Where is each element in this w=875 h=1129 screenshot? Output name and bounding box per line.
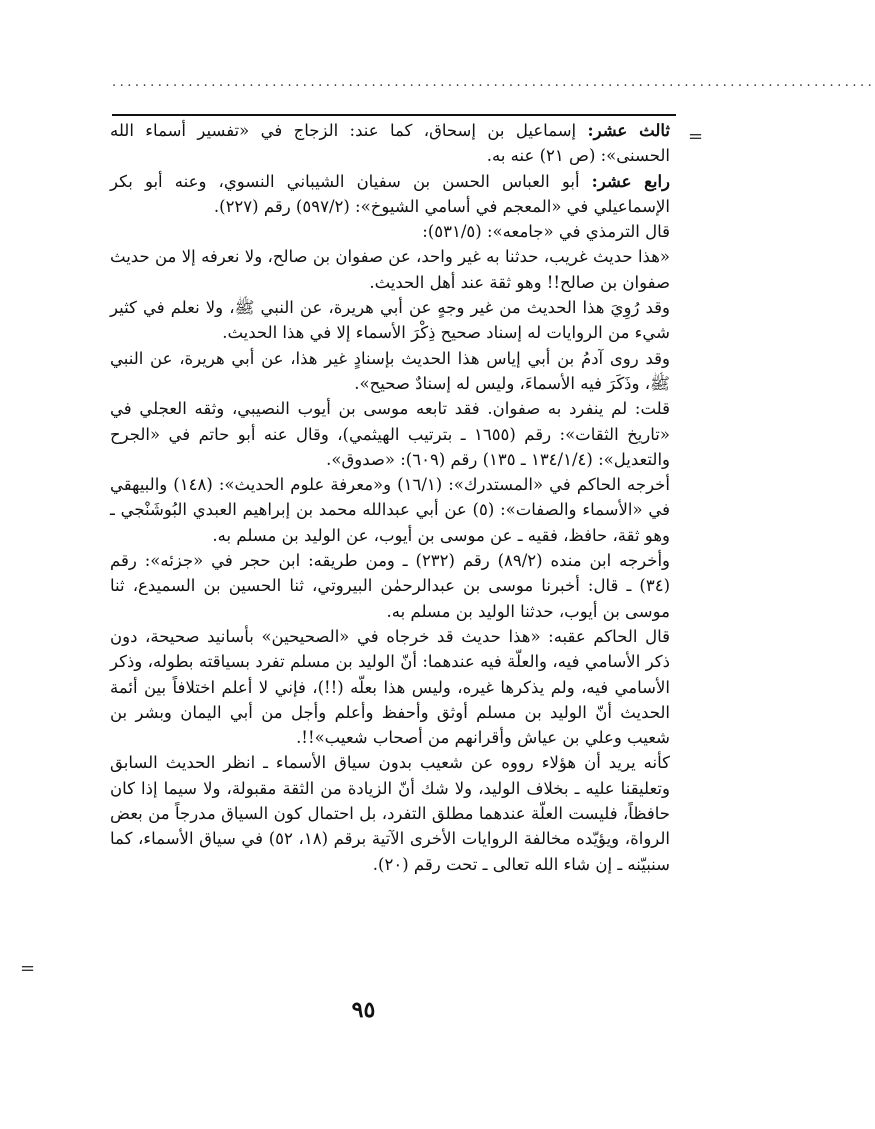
paragraph bbox=[110, 118, 670, 169]
paragraph bbox=[110, 169, 670, 220]
paragraph-lead: رابع عشر: bbox=[591, 171, 670, 191]
margin-mark-top: = bbox=[688, 126, 704, 147]
paragraph-text: أخرجه الحاكم في «المستدرك»: (١٦/١) و«معرفة علوم الحديث»: (١٤٨) والبيهقي في «الأسماء والصفات»: (٥) عن أبي عبدالله محمد بن إبراهيم العبدي البُوشَنْجي ـ وهو ثقة، حافظ، فقيه ـ عن موسى بن أيوب، عن الوليد بن مسلم به. bbox=[110, 475, 670, 545]
paragraph-text: وقد روى آدمُ بن أبي إياس هذا الحديث بإسنادٍ غير هذا، عن أبي هريرة، عن النبي ﷺ، وذَكَرَ فيه الأسماءَ، وليس له إسنادٌ صحيح». bbox=[110, 348, 670, 393]
paragraph bbox=[110, 750, 670, 876]
paragraph bbox=[110, 472, 670, 548]
paragraph-lead: ثالث عشر: bbox=[587, 121, 670, 140]
paragraph-text: قال الترمذي في «جامعه»: (٥٣١/٥): bbox=[422, 222, 670, 242]
paragraph-text: وقد رُوِيَ هذا الحديث من غير وجهٍ عن أبي هريرة، عن النبي ﷺ، ولا نعلم في كثير شيء من الروايات له إسناد صحيح ذِكْرَ الأسماء إلا في هذا الحديث. bbox=[110, 298, 670, 343]
paragraph-text: إسماعيل بن إسحاق، كما عند: الزجاج في «تفسير أسماء الله الحسنى»: (ص ٢١) عنه به. bbox=[110, 121, 670, 166]
paragraph-text: أبو العباس الحسن بن سفيان الشيباني النسوي، وعنه أبو بكر الإسماعيلي في «المعجم في أسامي الشيوخ»: (٥٩٧/٢) رقم (٢٢٧). bbox=[110, 171, 670, 216]
header-rule bbox=[112, 114, 676, 116]
paragraph bbox=[110, 244, 670, 295]
main-text bbox=[110, 118, 670, 877]
paragraph-text: «هذا حديث غريب، حدثنا به غير واحد، عن صفوان بن صالح، ولا نعرفه إلا من حديث صفوان بن صالح!! وهو ثقة عند أهل الحديث. bbox=[110, 247, 670, 292]
paragraph bbox=[110, 548, 670, 624]
paragraph bbox=[110, 396, 670, 472]
page-number: ٩٥ bbox=[351, 997, 376, 1023]
paragraph bbox=[110, 219, 670, 244]
paragraph bbox=[110, 346, 670, 397]
paragraph-text: كأنه يريد أن هؤلاء رووه عن شعيب بدون سياق الأسماء ـ انظر الحديث السابق وتعليقنا عليه ـ بخلاف الوليد، ولا شك أنّ الزيادة من الثقة مقبولة، ولا سيما إذا كان حافظاً، فليست العلّة عندهما مطلق التفرد، بل احتمال كون السياق مدرجاً من بعض الرواة، ويؤيّده مخالفة الروايات الأخرى الآتية برقم (١٨، ٥٢) في سياق الأسماء، كما سنبيّنه ـ إن شاء الله تعالى ـ تحت رقم (٢٠). bbox=[110, 753, 671, 874]
paragraph-text: وأخرجه ابن منده (٨٩/٢) رقم (٢٣٢) ـ ومن طريقه: ابن حجر في «جزئه»: رقم (٣٤) ـ قال: أخبرنا موسى بن عبدالرحمٰن البيروتي، ثنا الحسين بن السميدع، ثنا موسى بن أيوب، حدثنا الوليد بن مسلم به. bbox=[110, 551, 671, 621]
header-dotted-line: .................................................................................................... bbox=[112, 75, 875, 90]
paragraph-text: قلت: لم ينفرد به صفوان. فقد تابعه موسى بن أيوب النصيبي، وثقه العجلي في «تاريخ الثقات»: رقم (١٦٥٥ ـ بترتيب الهيثمي)، وقال عنه أبو حاتم في «الجرح والتعديل»: (١٣٤/١/٤ ـ ١٣٥) رقم (٦٠٩): «صدوق». bbox=[110, 399, 670, 469]
paragraph bbox=[110, 295, 670, 346]
paragraph-text: قال الحاكم عقبه: «هذا حديث قد خرجاه في «الصحيحين» بأسانيد صحيحة، دون ذكر الأسامي فيه، والعلّة فيه عندهما: أنّ الوليد بن مسلم تفرد بسياقته بطوله، وذكر الأسامي فيه، ولم يذكرها غيره، وليس هذا بعلّه (!!)، فإني لا أعلم اختلافاً بين أئمة الحديث أنّ الوليد بن مسلم أوثق وأحفظ وأعلم وأجل من أبي اليمان وبشر بن شعيب وعلي بن عياش وأقرانهم من أصحاب شعيب»!!. bbox=[110, 626, 670, 748]
margin-mark-bottom: = bbox=[20, 958, 36, 979]
paragraph bbox=[110, 624, 670, 750]
